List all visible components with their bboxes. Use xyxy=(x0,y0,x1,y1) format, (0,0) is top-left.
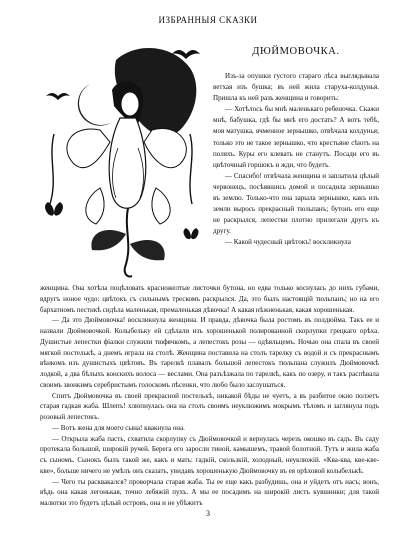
paragraph: — Спасибо! отвѣчала женщина и заплатила цѣлый червонецъ, посѣявшись домой и посадила зернышко въ землю. Только-что она зарыла зернышко, какъ изъ земли вырось прекрасный тюльпанъ; бутонъ его еще не раскрылся, лепестки плотно прилегали другъ къ другу. xyxy=(213,171,379,236)
paragraph: — Открыла жаба пасть, схватила скорлупку съ Дюймовочкой и вернулась черезъ окошко въ садъ. Въ саду протекала большой, широкій ручей. Берега его заросли тиной, камышемъ, травой болотной. Тутъ и жила жаба съ сыномъ. Сынокъ былъ такой же, какъ и мать: гадкій, скользкій, холодный, неуклюжій. «Ква-ква, кве-кве-кве», больше ничего не умѣлъ онъ сказать, увидавъ хорошенькую Дюймовочку въ ея орѣховой колыбелькѣ. xyxy=(40,434,379,475)
paragraph: — Да это Дюймовочка! воскликнула женщина. И правда, дѣвочка была ростомъ въ полдюйма. Такъ ее и назвали Дюймовочкой. Колыбельку ей сдѣлали изъ хорошенькой полированной скорлупки грецкаго орѣха. Душистые лепестки фіалки служили тюфячкомъ, а лепестокъ розы — одѣяльцемъ. Ночью она спала въ своей мягкой постелькѣ, а днемъ играла на столѣ. Женщина поставила на столъ тарелку съ водой и съ прекраснымъ вѣнкомъ изъ душистыхъ цвѣтовъ. Въ тарелкѣ плавалъ большой лепестокъ тюльпана служилъ Дюймовочкѣ лодкой, а два бѣлыхъ конскихъ волоса — веслами. Она разъѣзжала по тарелкѣ, какъ по озеру, и такъ распѣвала своимъ звонкимъ серебристымъ голоскомъ пѣсенки, что любо было заслушаться. xyxy=(40,316,379,389)
paragraph: женщина. Она хотѣла поцѣловать красножелтые листочки бутона, но едва только коснулась до нихъ губами, вдругъ ноное чудо: цвѣтокъ съ сильнымъ трескомъ раскрылся. Да, это былъ настоящій тюльпанъ; но на его бархатномъ пестнкѣ сидѣла маленькая, премаленькая дѣвочка! А какая нѣжненькая, какая хорошенькая. xyxy=(40,284,379,314)
body-text xyxy=(40,283,379,509)
story-title: ДЮЙМОВОЧКА. xyxy=(252,46,340,57)
running-head: ИЗБРАННЫЯ СКАЗКИ xyxy=(158,15,258,25)
intro-column xyxy=(213,71,379,249)
paragraph: — Какой чудесный цвѣтокъ! воскликнула xyxy=(225,238,351,247)
paragraph: — Вотъ жена для моего сына! квакнула она. xyxy=(52,423,185,432)
paragraph: — Чего ты расквакался? проворчала старая жаба. Ты ее еще какъ разбудишь, она и уйдетъ отъ насъ; вонъ, вѣдь она какая легонькая, точно лебяжій пухъ. А мы ее посадимъ на широкій листъ кувшинки; для такой малютки это будетъ цѣлый островъ, она и не убѣжитъ xyxy=(40,477,379,507)
paragraph: Спитъ Дюймовочка въ своей прекрасной постелькѣ, никакой бѣды не чуетъ, а въ разбитое окно полэетъ старая гадкая жаба. Шлепъ! хлюпнулась она на столъ своимъ неуклюжимъ мокрымъ тѣломъ и заглянула подъ розовый лепестокъ. xyxy=(40,391,379,421)
paragraph: — Хотѣлось бы мнѣ маленькаго ребеночка. Скажи мнѣ, бабушка, гдѣ бы мнѣ его достать? А вотъ тебѣ, моя матушка, ячменное зернышко, отвѣчала колдунья; только это не такое зернышко, что крестьяне сѣютъ на поляхъ. Куры его клевать не станутъ. Посади его въ цвѣточный горшокъ и жди, что будетъ. xyxy=(213,105,379,169)
page-number: 3 xyxy=(206,509,210,518)
fairy-illustration xyxy=(40,38,204,278)
paragraph: Изъ-за опушки густого стараго лѣса выглядывала ветхая изъ бушка; въ ней жила старуха-колдунья. Пришла къ ней разъ женщина и говорить: xyxy=(213,72,379,103)
